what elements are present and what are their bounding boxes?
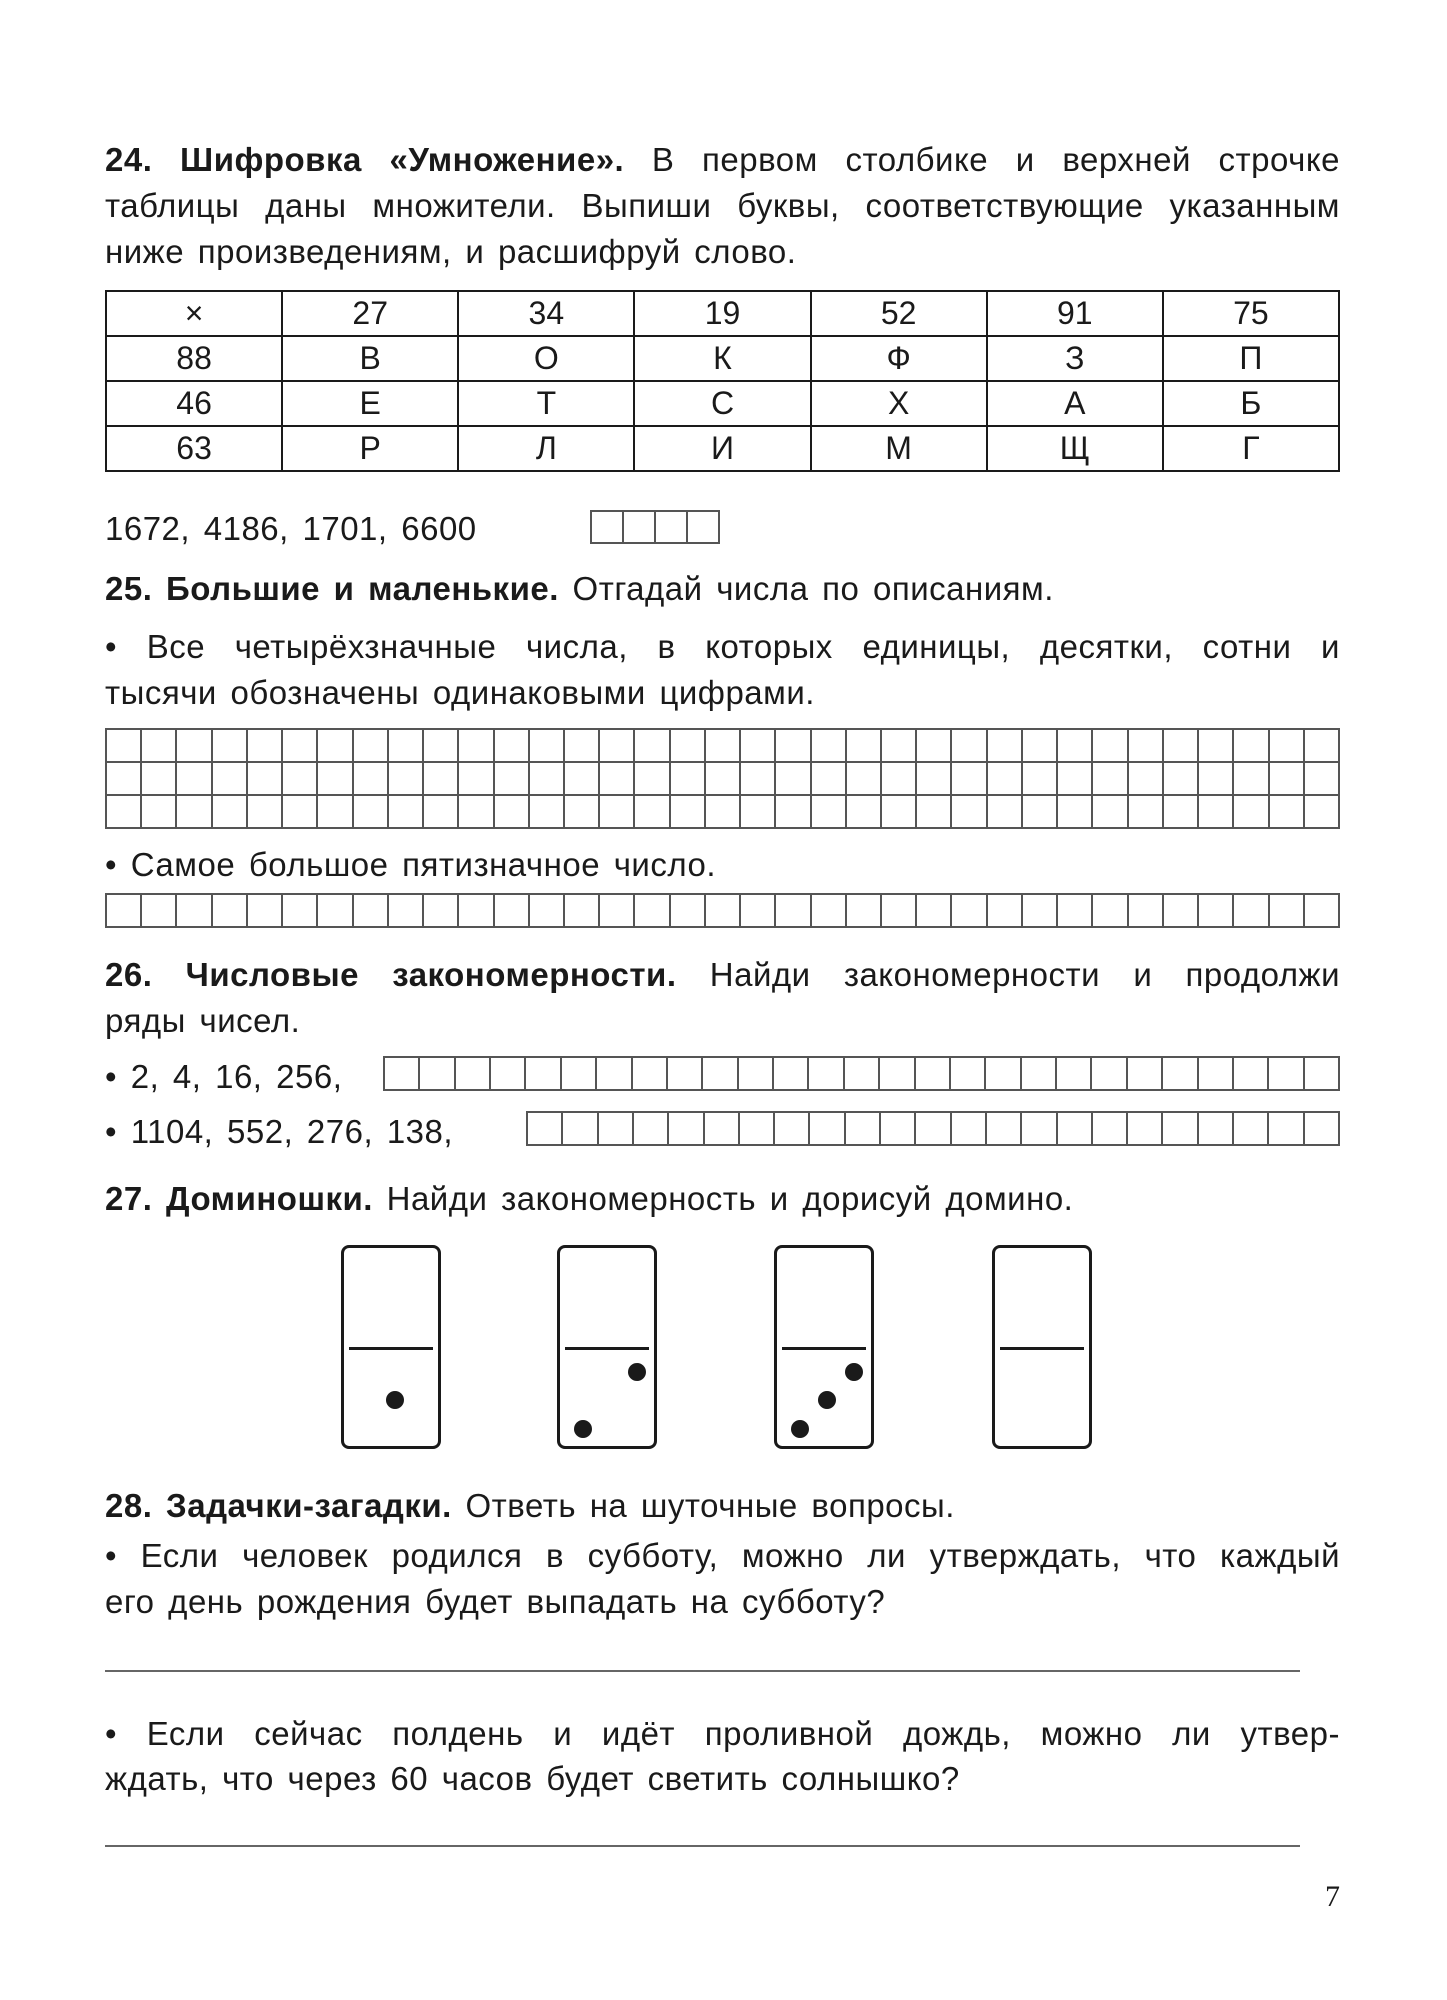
cipher-cell: К — [634, 336, 810, 381]
task26-number: 26. — [105, 956, 153, 993]
task24-line1 — [105, 137, 1340, 183]
task27-heading — [105, 1176, 1340, 1222]
domino-dot — [574, 1420, 592, 1438]
cipher-cell: 46 — [106, 381, 282, 426]
answer-grid-task25-item1[interactable] — [105, 728, 1340, 829]
task27-title: Доминошки. — [166, 1180, 373, 1217]
task28-q2-line2: ждать, что через 60 часов будет светить солнышко? — [105, 1760, 960, 1797]
cipher-cell: 19 — [634, 291, 810, 336]
task24-number: 24. — [105, 141, 153, 178]
task25-text: Отгадай числа по описаниям. — [558, 570, 1054, 607]
task28-title: Задачки-загадки. — [166, 1487, 452, 1524]
cipher-cell: × — [106, 291, 282, 336]
cipher-cell: З — [987, 336, 1163, 381]
task26-line1 — [105, 952, 1340, 998]
cipher-cell: 75 — [1163, 291, 1339, 336]
task26-text-1: Найди закономерности и продолжи — [676, 956, 1341, 993]
answer-grid-series1[interactable] — [383, 1056, 1340, 1091]
series1-text: • 2, 4, 16, 256, — [105, 1058, 343, 1095]
task28-q1-line2: его день рождения будет выпадать на субботу? — [105, 1583, 886, 1620]
cipher-cell: 88 — [106, 336, 282, 381]
task24-text-2: таблицы даны множители. Выпиши буквы, соответствующие указанным — [105, 187, 1340, 224]
cipher-cell: О — [458, 336, 634, 381]
cipher-cell: Б — [1163, 381, 1339, 426]
task25-item1-line1: • Все четырёхзначные числа, в которых единицы, десятки, сотни и — [105, 628, 1340, 665]
task24-text-3: ниже произведениям, и расшифруй слово. — [105, 233, 797, 270]
cipher-header-row — [106, 291, 1339, 336]
cipher-cell: Т — [458, 381, 634, 426]
domino-4-empty[interactable] — [992, 1245, 1092, 1449]
task27-text: Найди закономерность и дорисуй домино. — [372, 1180, 1074, 1217]
domino-dot — [818, 1391, 836, 1409]
domino-divider — [565, 1347, 649, 1350]
cipher-cell: П — [1163, 336, 1339, 381]
cipher-cell: В — [282, 336, 458, 381]
domino-dot — [628, 1363, 646, 1381]
cipher-cell: Х — [811, 381, 987, 426]
workbook-page — [105, 0, 1340, 2000]
products-list: 1672, 4186, 1701, 6600 — [105, 510, 477, 547]
cipher-cell: С — [634, 381, 810, 426]
task28-text: Ответь на шуточные вопросы. — [451, 1487, 955, 1524]
cipher-cell: Е — [282, 381, 458, 426]
cipher-cell: 34 — [458, 291, 634, 336]
task25-title: Большие и маленькие. — [166, 570, 559, 607]
cipher-cell: М — [811, 426, 987, 471]
cipher-cell: 91 — [987, 291, 1163, 336]
task28-q1-line1: • Если человек родился в субботу, можно ли утверждать, что каждый — [105, 1537, 1340, 1574]
domino-dot — [845, 1363, 863, 1381]
domino-dot — [791, 1420, 809, 1438]
task28-q2-line1: • Если сейчас полдень и идёт проливной дождь, можно ли утвер- — [105, 1715, 1340, 1752]
answer-line-q2[interactable] — [105, 1845, 1300, 1847]
domino-divider — [782, 1347, 866, 1350]
cipher-cell: Л — [458, 426, 634, 471]
answer-line-q1[interactable] — [105, 1670, 1300, 1672]
task28-number: 28. — [105, 1487, 153, 1524]
task25-item2: • Самое большое пятизначное число. — [105, 846, 716, 883]
task24-text-1: В первом столбике и верхней строчке — [624, 141, 1340, 178]
cipher-cell: Щ — [987, 426, 1163, 471]
cipher-row — [106, 381, 1339, 426]
answer-grid-series2[interactable] — [526, 1111, 1340, 1146]
domino-1 — [341, 1245, 441, 1449]
cipher-cell: 52 — [811, 291, 987, 336]
cipher-cell: Ф — [811, 336, 987, 381]
cipher-cell: А — [987, 381, 1163, 426]
domino-3 — [774, 1245, 874, 1449]
task25-heading — [105, 566, 1340, 612]
task26-title: Числовые закономерности. — [185, 956, 677, 993]
task26-text-2: ряды чисел. — [105, 1002, 301, 1039]
answer-grid-task25-item2[interactable] — [105, 893, 1340, 928]
task27-number: 27. — [105, 1180, 153, 1217]
cipher-row — [106, 426, 1339, 471]
cipher-cell: Г — [1163, 426, 1339, 471]
task25-item1-line2: тысячи обозначены одинаковыми цифрами. — [105, 674, 815, 711]
domino-dot — [386, 1391, 404, 1409]
cipher-row — [106, 336, 1339, 381]
cipher-cell: Р — [282, 426, 458, 471]
cipher-cell: 27 — [282, 291, 458, 336]
task25-number: 25. — [105, 570, 153, 607]
cipher-table — [105, 290, 1340, 472]
page-number: 7 — [1325, 1880, 1340, 1913]
series2-text: • 1104, 552, 276, 138, — [105, 1113, 454, 1150]
cipher-cell: И — [634, 426, 810, 471]
domino-divider — [1000, 1347, 1084, 1350]
task24-title: Шифровка «Умножение». — [180, 141, 625, 178]
answer-boxes-task24[interactable] — [590, 510, 720, 544]
domino-divider — [349, 1347, 433, 1350]
task28-heading — [105, 1483, 1340, 1529]
cipher-cell: 63 — [106, 426, 282, 471]
domino-2 — [557, 1245, 657, 1449]
